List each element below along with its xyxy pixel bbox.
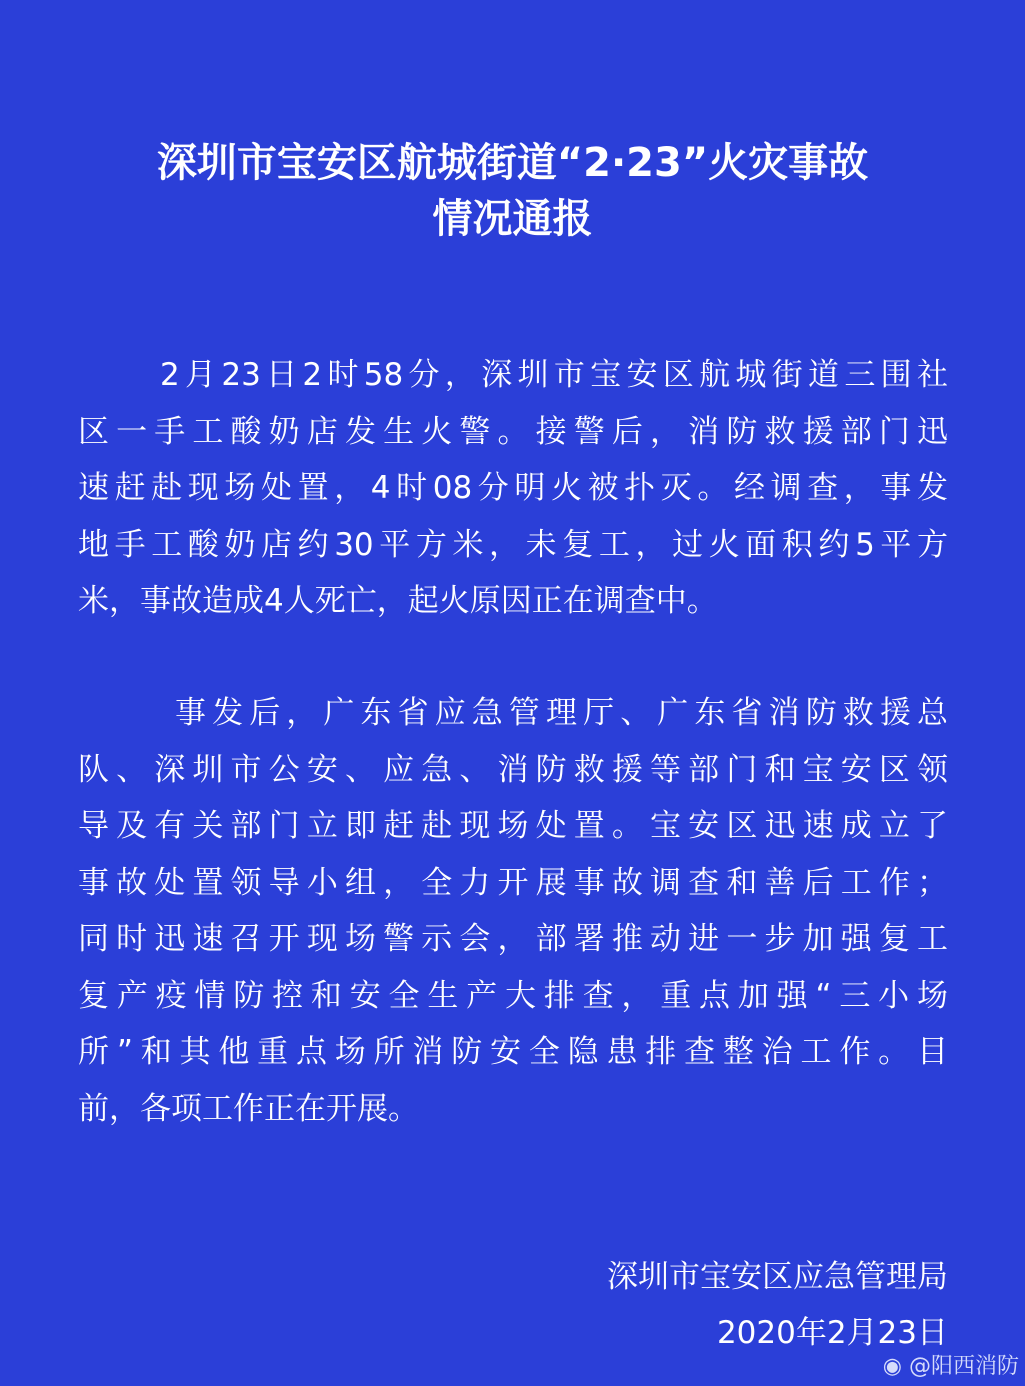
title-line: 情况通报 xyxy=(432,196,593,242)
paragraph-2 xyxy=(78,685,948,1137)
watermark xyxy=(883,1349,1019,1380)
text-line: 复产疫情防控和安全生产大排查，重点加强“三小场 xyxy=(78,977,948,1014)
text-line: 区一手工酸奶店发生火警。接警后，消防救援部门迅 xyxy=(78,413,948,450)
title-line: 深圳市宝安区航城街道“2·23”火灾事故 xyxy=(156,140,869,186)
paragraph-1 xyxy=(78,347,948,630)
text-line: 事发后，广东省应急管理厅、广东省消防救援总 xyxy=(175,695,948,731)
signature-date: 2020年2月23日 xyxy=(716,1315,948,1351)
text-line: 米，事故造成4人死亡，起火原因正在调查中。 xyxy=(78,583,718,619)
text-line: 速赶赴现场处置，4时08分明火被扑灭。经调查，事发 xyxy=(78,470,948,506)
text-line: 地手工酸奶店约30平方米，未复工，过火面积约5平方 xyxy=(78,526,948,563)
signature-org: 深圳市宝安区应急管理局 xyxy=(607,1259,948,1295)
text-line: 队、深圳市公安、应急、消防救援等部门和宝安区领 xyxy=(78,751,948,788)
text-line: 所”和其他重点场所消防安全隐患排查整治工作。目 xyxy=(78,1034,948,1070)
text-line: 2月23日2时58分，深圳市宝安区航城街道三围社 xyxy=(160,357,948,393)
weibo-icon: ◉ xyxy=(882,1354,902,1379)
signature-block xyxy=(607,1249,948,1361)
watermark-text: @阳西消防 xyxy=(908,1354,1019,1379)
document-title xyxy=(0,135,1025,247)
text-line: 事故处置领导小组，全力开展事故调查和善后工作； xyxy=(78,864,948,901)
text-line: 前，各项工作正在开展。 xyxy=(78,1090,419,1127)
text-line: 同时迅速召开现场警示会，部署推动进一步加强复工 xyxy=(78,921,948,957)
text-line: 导及有关部门立即赶赴现场处置。宝安区迅速成立了 xyxy=(78,808,948,844)
